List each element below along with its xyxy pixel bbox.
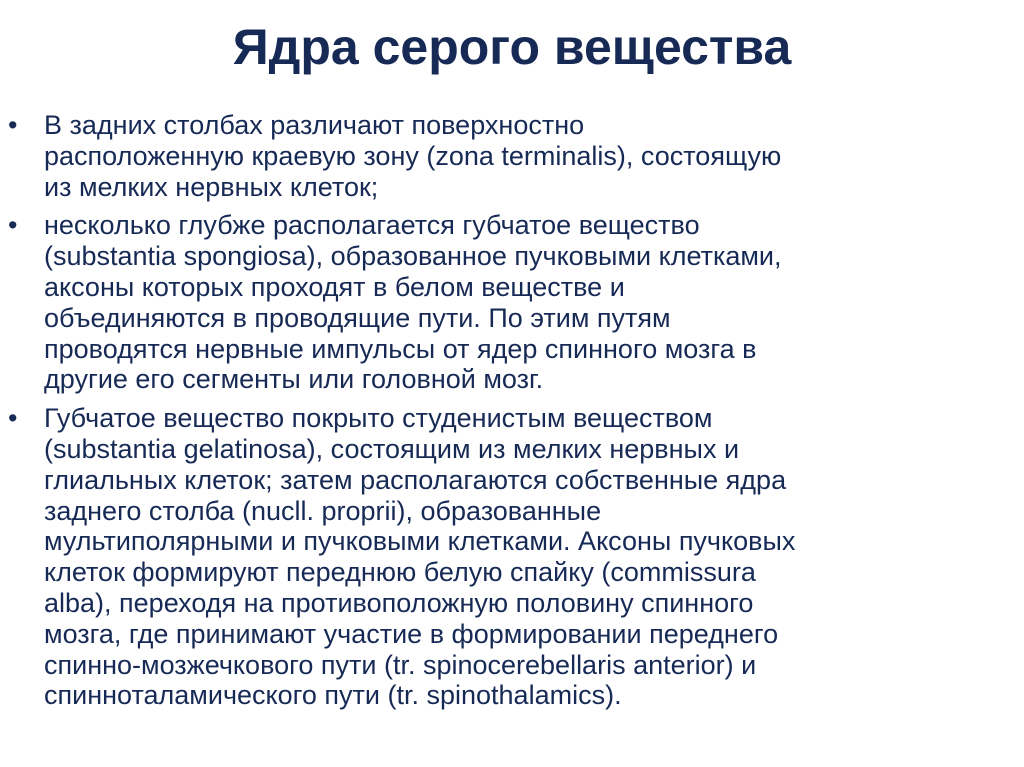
bullet-dot-icon: • xyxy=(8,210,18,241)
bullet-line: спинноталамического пути (tr. spinothalamics). xyxy=(44,680,622,711)
bullet-line: мозга, где принимают участие в формировании переднего xyxy=(44,618,779,649)
bullet-line: Губчатое вещество покрыто студенистым веществом xyxy=(44,403,713,434)
bullet-line: (substantia spongiosa), образованное пучковыми клетками, xyxy=(44,241,782,272)
bullet-line: (substantia gelatinosa), состоящим из мелких нервных и xyxy=(44,433,740,464)
bullet-dot-icon: • xyxy=(8,110,18,140)
bullet-list xyxy=(8,110,1013,719)
bullet-line: несколько глубже располагается губчатое вещество xyxy=(44,210,700,241)
bullet-line: аксоны которых проходят в белом веществе и xyxy=(44,271,625,302)
bullet-line: заднего столба (nucll. proprii), образованные xyxy=(44,495,602,526)
bullet-item-3 xyxy=(8,403,1013,711)
bullet-item-1 xyxy=(8,110,1013,202)
bullet-dot-icon: • xyxy=(8,403,18,434)
bullet-line: В задних столбах различают поверхностно xyxy=(44,110,585,140)
bullet-line: из мелких нервных клеток; xyxy=(44,171,379,202)
bullet-item-2 xyxy=(8,210,1013,395)
bullet-line: alba), переходя на противоположную половину спинного xyxy=(44,587,754,618)
bullet-line: клеток формируют переднюю белую спайку (commissura xyxy=(44,557,756,588)
bullet-line: другие его сегменты или головной мозг. xyxy=(44,364,544,395)
bullet-line: проводятся нервные импульсы от ядер спинного мозга в xyxy=(44,333,757,364)
slide-title: Ядра серого вещества xyxy=(232,19,792,75)
bullet-line: расположенную краевую зону (zona terminalis), состоящую xyxy=(44,140,782,171)
bullet-line: мультиполярными и пучковыми клетками. Аксоны пучковых xyxy=(44,526,796,557)
bullet-line: спинно-мозжечкового пути (tr. spinocerebellaris anterior) и xyxy=(44,649,757,680)
bullet-line: объединяются в проводящие пути. По этим путям xyxy=(44,302,671,333)
bullet-line: глиальных клеток; затем располагаются собственные ядра xyxy=(44,464,787,495)
